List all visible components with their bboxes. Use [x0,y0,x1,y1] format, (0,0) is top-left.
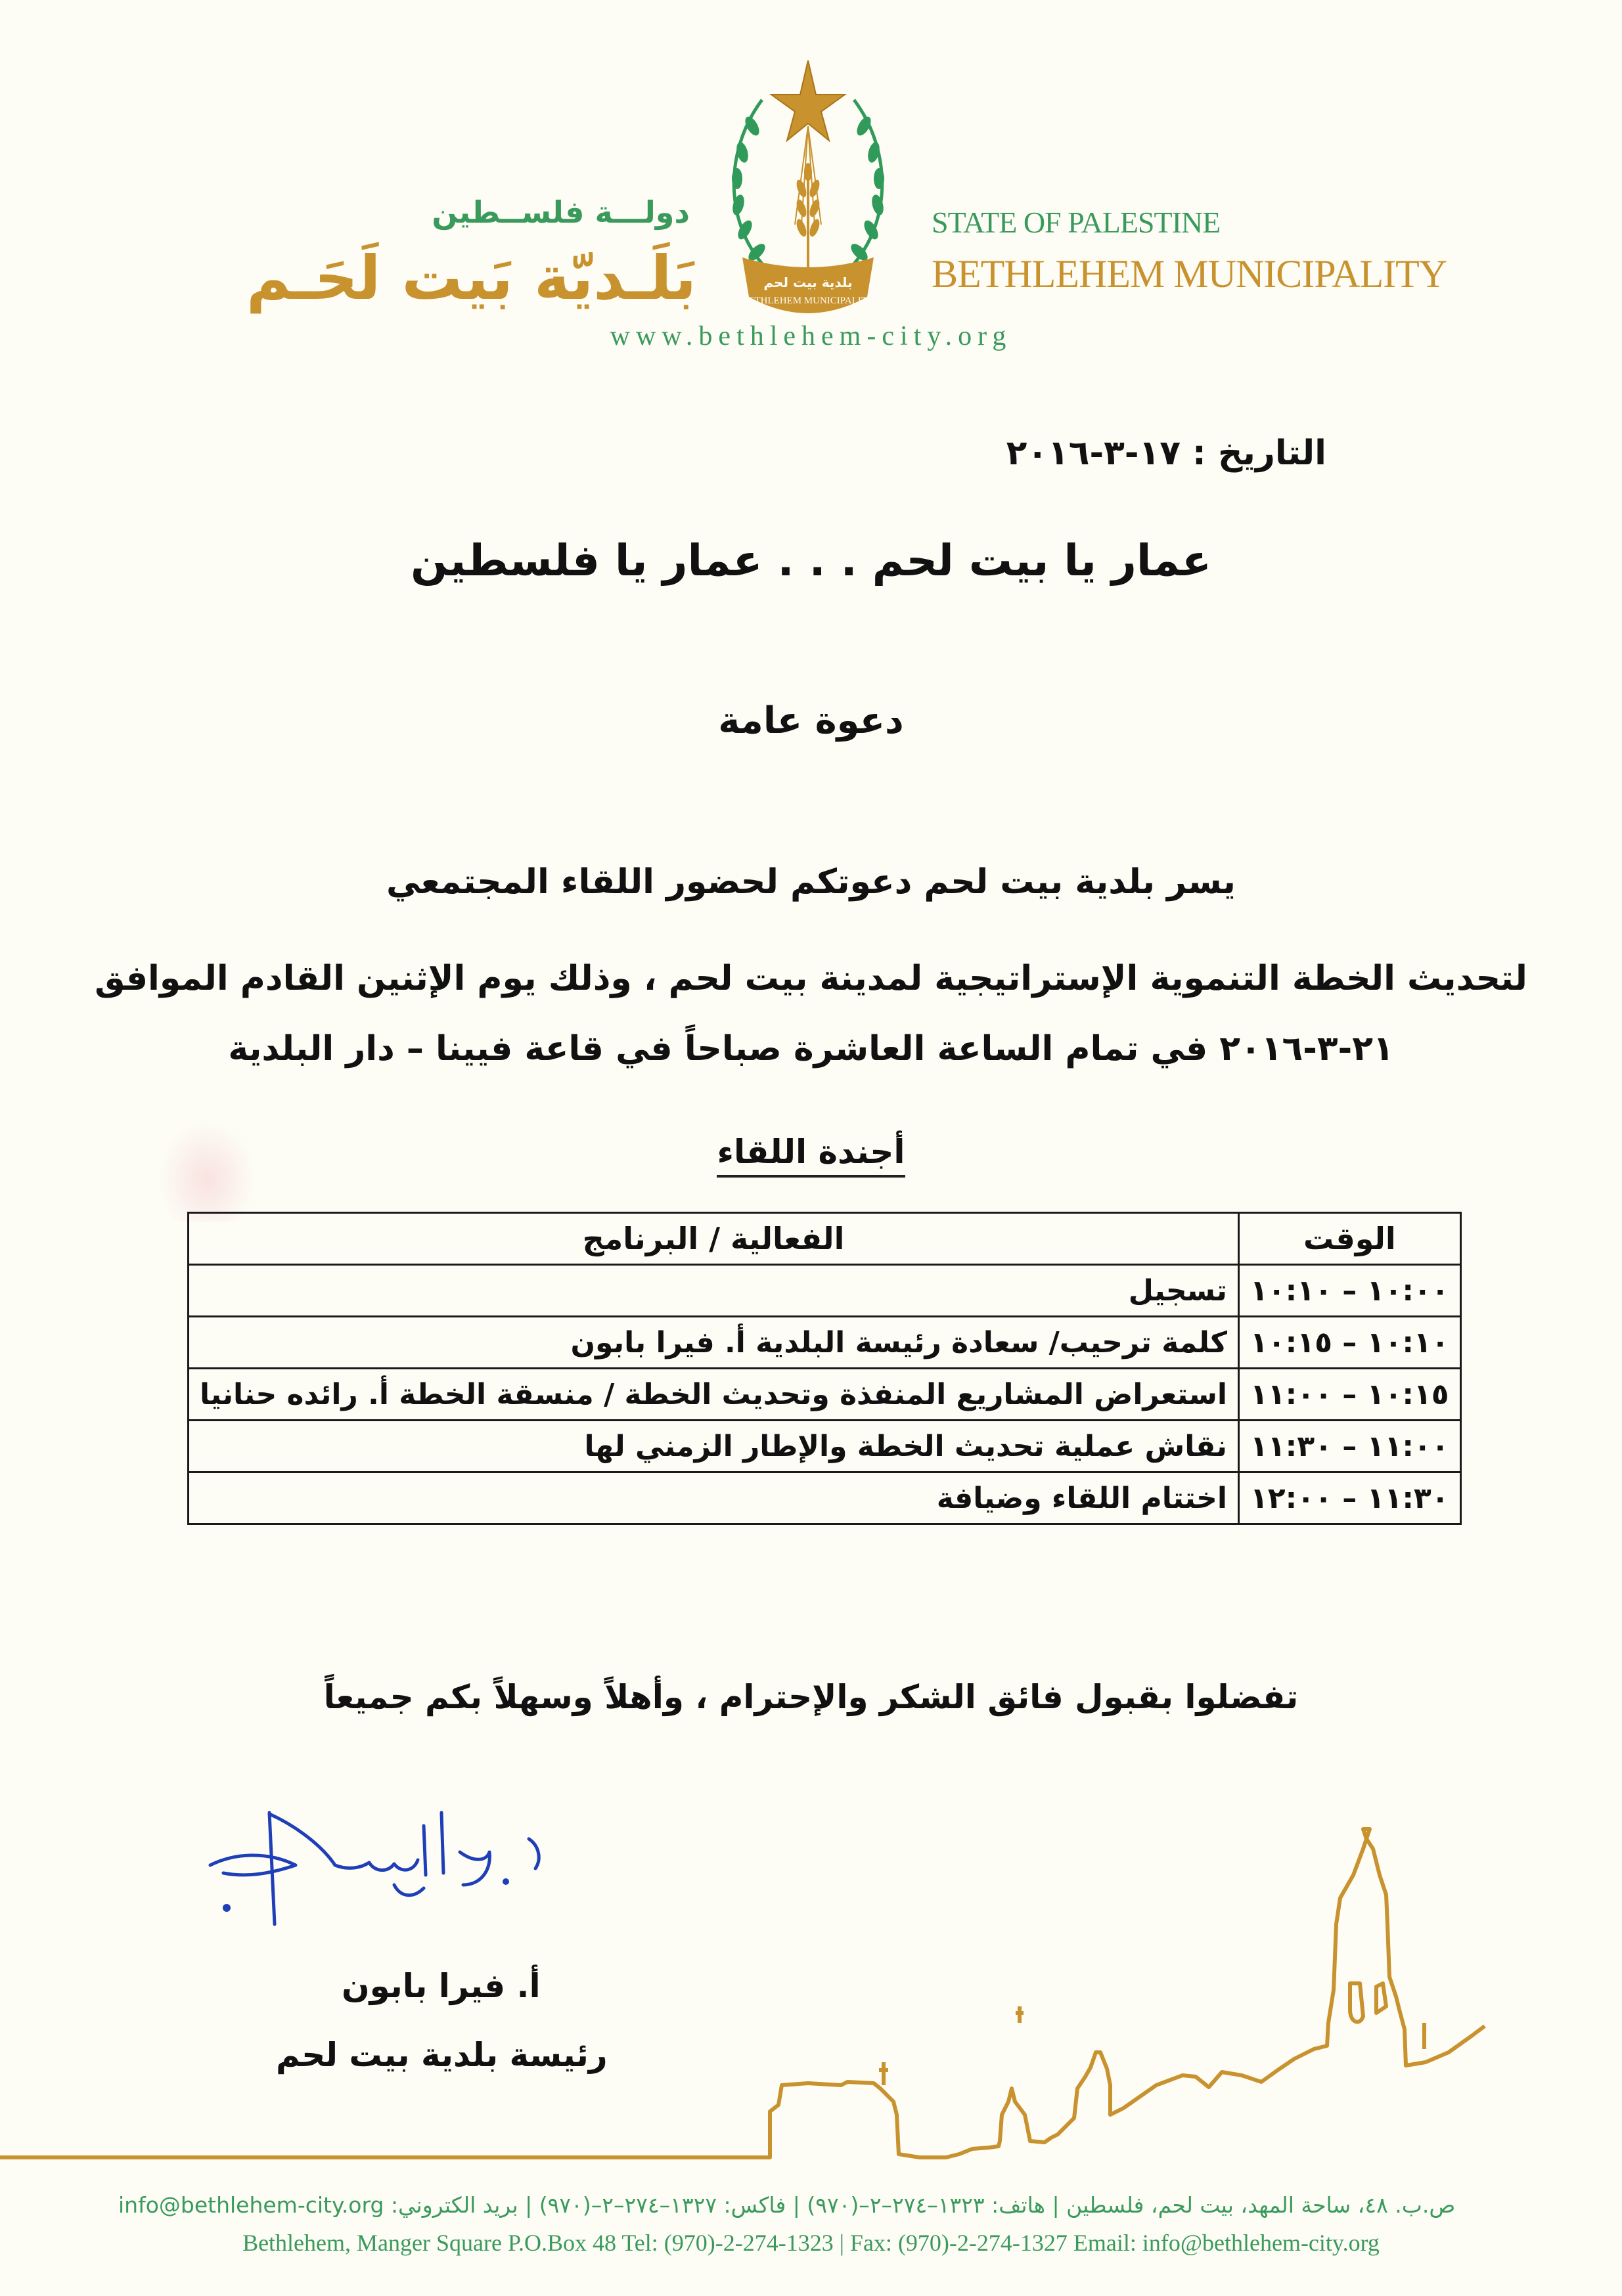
table-row [189,1472,1461,1524]
footer-arabic-address: ص.ب. ٤٨، ساحة المهد، بيت لحم، فلسطين | هاتف: ١٣٢٣–٢٧٤–٢–(٩٧٠) | فاكس: ١٣٢٧–٢٧٤–٢–(٩٧٠) | بريد الكتروني: [390,2192,1456,2218]
letterhead-municipality-arabic: بَلَـديّة بَيت لَحَـم [246,243,696,313]
agenda-heading [0,1133,1622,1171]
signatory-name: أ. فيرا بابون [342,1967,541,2005]
date-line: التاريخ : ١٧-٣-٢٠١٦ [1006,433,1326,473]
letterhead-municipality-english: BETHLEHEM MUNICIPALITY [932,252,1447,296]
table-row [189,1369,1461,1421]
signatory-title: رئيسة بلدية بيت لحم [276,2036,608,2074]
table-row [189,1421,1461,1472]
time-cell: ١٠:١٠ – ١٠:١٥ [1238,1317,1460,1369]
agenda-header-row [189,1213,1461,1265]
body-line-1: يسر بلدية بيت لحم دعوتكم لحضور اللقاء المجتمعي [386,862,1236,902]
footer-english: Bethlehem, Manger Square P.O.Box 48 Tel: (970)-2-274-1323 | Fax: (970)-2-274-1327 Email: info@bethlehem-city.org [242,2230,1380,2256]
time-cell: ١٠:٠٠ – ١٠:١٠ [1238,1265,1460,1317]
time-cell: ١١:٣٠ – ١٢:٠٠ [1238,1472,1460,1524]
slogan: عمار يا بيت لحم . . . عمار يا فلسطين [410,535,1211,586]
star-wheat-wreath-emblem-icon [716,60,900,323]
emblem-ribbon-english: BETHLEHEM MUNICIPALITY [742,296,874,306]
emblem-ribbon-arabic: بلدية بيت لحم [763,275,853,290]
footer-arabic-email: info@bethlehem-city.org [118,2192,384,2218]
page-title: دعوة عامة [718,699,904,742]
footer-arabic [118,2192,1510,2218]
time-cell: ١٠:١٥ – ١١:٠٠ [1238,1369,1460,1421]
table-row [189,1317,1461,1369]
agenda-heading-text: أجندة اللقاء [717,1133,905,1178]
activity-cell: تسجيل [189,1265,1239,1317]
time-cell: ١١:٠٠ – ١١:٣٠ [1238,1421,1460,1472]
letterhead-state-arabic: دولـــة فلســطين [432,194,690,230]
body-line-2: لتحديث الخطة التنموية الإستراتيجية لمدينة بيت لحم ، وذلك يوم الإثنين القادم الموافق [95,959,1527,998]
agenda-table [187,1212,1462,1525]
closing-line: تفضلوا بقبول فائق الشكر والإحترام ، وأهلاً وسهلاً بكم جميعاً [323,1678,1299,1716]
activity-cell: كلمة ترحيب/ سعادة رئيسة البلدية أ. فيرا بابون [189,1317,1239,1369]
letterhead-state-english: STATE OF PALESTINE [932,206,1221,239]
activity-cell: اختتام اللقاء وضيافة [189,1472,1239,1524]
body-line-3: ٢١-٣-٢٠١٦ في تمام الساعة العاشرة صباحاً في قاعة فيينا – دار البلدية [228,1029,1394,1069]
table-row [189,1265,1461,1317]
letterhead-website: www.bethlehem-city.org [610,321,1012,351]
column-header-time: الوقت [1238,1213,1460,1265]
activity-cell: استعراض المشاريع المنفذة وتحديث الخطة / منسقة الخطة أ. رائده حنانيا [189,1369,1239,1421]
bethlehem-skyline-outline-icon [0,1826,1622,2194]
column-header-activity: الفعالية / البرنامج [189,1213,1239,1265]
activity-cell: نقاش عملية تحديث الخطة والإطار الزمني لها [189,1421,1239,1472]
